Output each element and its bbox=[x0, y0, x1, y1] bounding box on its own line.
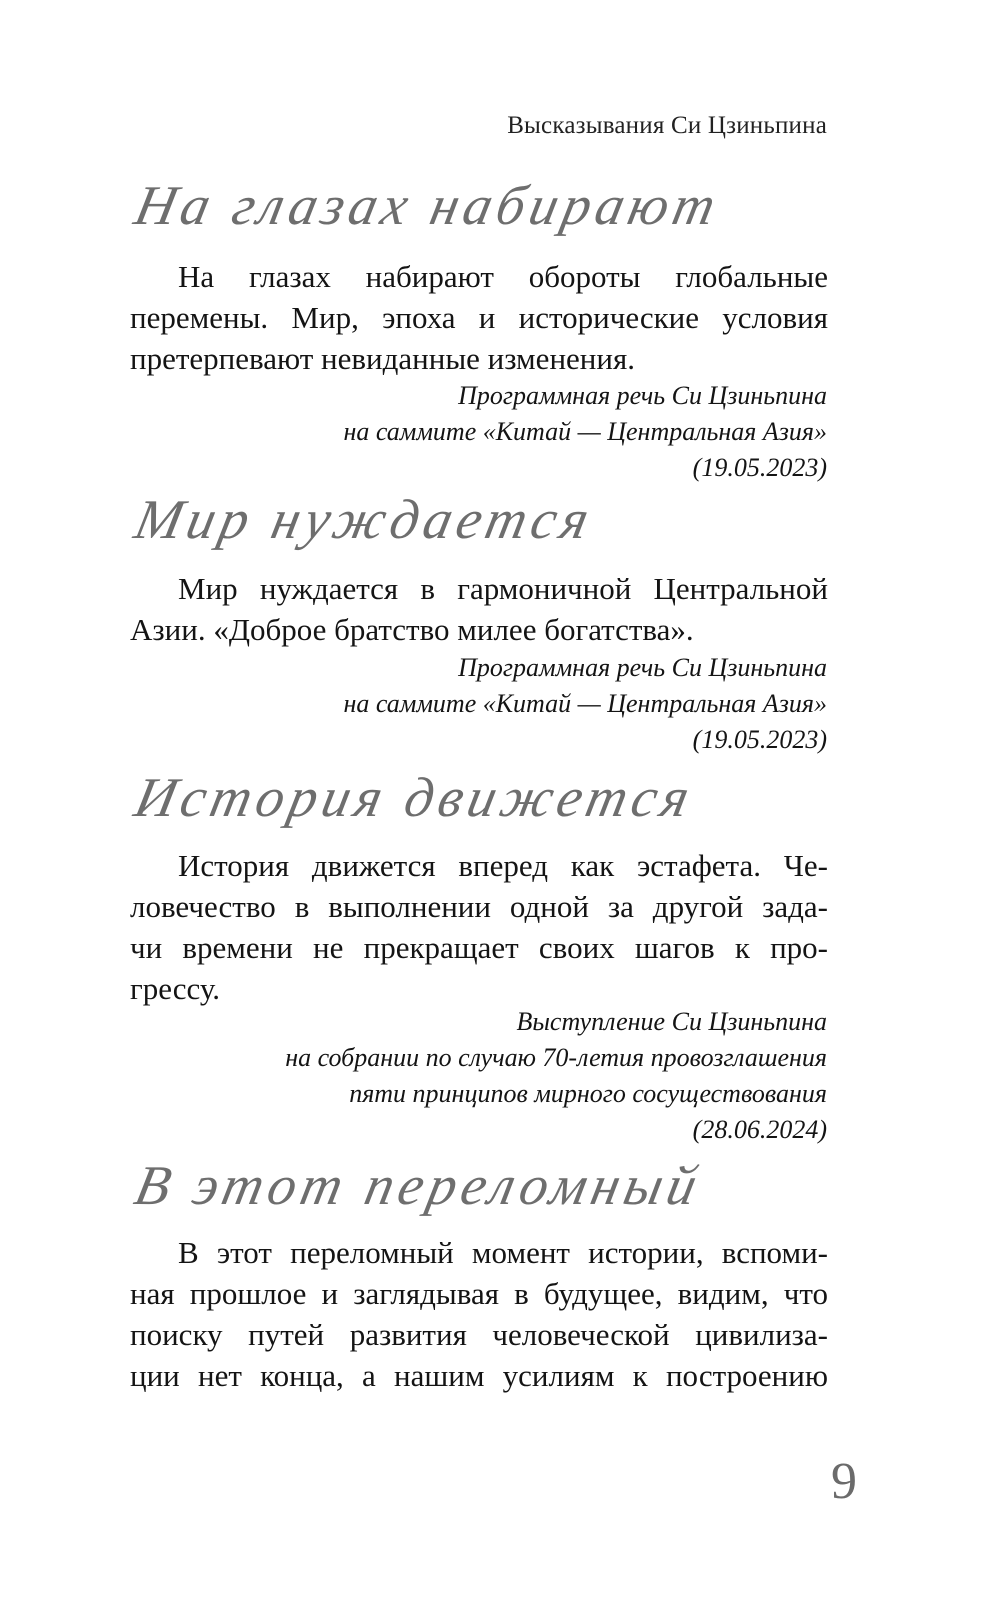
source-line: на саммите «Китай — Центральная Азия» bbox=[343, 417, 827, 446]
source-line: (19.05.2023) bbox=[692, 453, 827, 482]
source-line: Программная речь Си Цзиньпина bbox=[458, 381, 827, 410]
paragraph-line: Азии. «Доброе братство милее богатства». bbox=[130, 612, 694, 647]
paragraph bbox=[130, 256, 828, 379]
source-line: на собрании по случаю 70-летия провозглашения bbox=[285, 1043, 827, 1072]
paragraph-line: чи времени не прекращает своих шагов к про- bbox=[130, 930, 828, 965]
paragraph bbox=[130, 568, 828, 650]
source-line: пяти принципов мирного сосуществования bbox=[349, 1079, 827, 1108]
paragraph-line: ная прошлое и заглядывая в будущее, видим, что bbox=[130, 1276, 828, 1311]
paragraph-line: поиску путей развития человеческой цивилиза- bbox=[130, 1317, 828, 1352]
paragraph-line: В этот переломный момент истории, вспоми- bbox=[178, 1235, 828, 1270]
paragraph-line: ловечество в выполнении одной за другой зада- bbox=[130, 889, 828, 924]
script-heading: История движется bbox=[129, 767, 700, 829]
paragraph-line: На глазах набирают обороты глобальные bbox=[178, 259, 828, 294]
quote-source bbox=[187, 650, 827, 758]
running-head: Высказывания Си Цзиньпина bbox=[507, 112, 827, 139]
quote-source bbox=[187, 378, 827, 486]
script-heading: На глазах набирают bbox=[129, 175, 726, 237]
paragraph-line: Мир нуждается в гармоничной Центральной bbox=[178, 571, 828, 606]
source-line: (28.06.2024) bbox=[692, 1115, 827, 1144]
paragraph bbox=[130, 845, 828, 1009]
paragraph-line: ции нет конца, а нашим усилиям к построению bbox=[130, 1358, 828, 1393]
script-heading: В этот переломный bbox=[129, 1155, 708, 1217]
source-line: (19.05.2023) bbox=[692, 725, 827, 754]
paragraph-line: перемены. Мир, эпоха и исторические условия bbox=[130, 300, 828, 335]
paragraph-line: История движется вперед как эстафета. Че- bbox=[178, 848, 828, 883]
page-number: 9 bbox=[831, 1453, 857, 1510]
source-line: Выступление Си Цзиньпина bbox=[516, 1007, 827, 1036]
quote-source bbox=[187, 1004, 827, 1148]
source-line: Программная речь Си Цзиньпина bbox=[458, 653, 827, 682]
paragraph-line: грессу. bbox=[130, 971, 221, 1006]
paragraph-line: претерпевают невиданные изменения. bbox=[130, 341, 635, 376]
script-heading: Мир нуждается bbox=[129, 489, 600, 551]
source-line: на саммите «Китай — Центральная Азия» bbox=[343, 689, 827, 718]
paragraph bbox=[130, 1232, 828, 1396]
